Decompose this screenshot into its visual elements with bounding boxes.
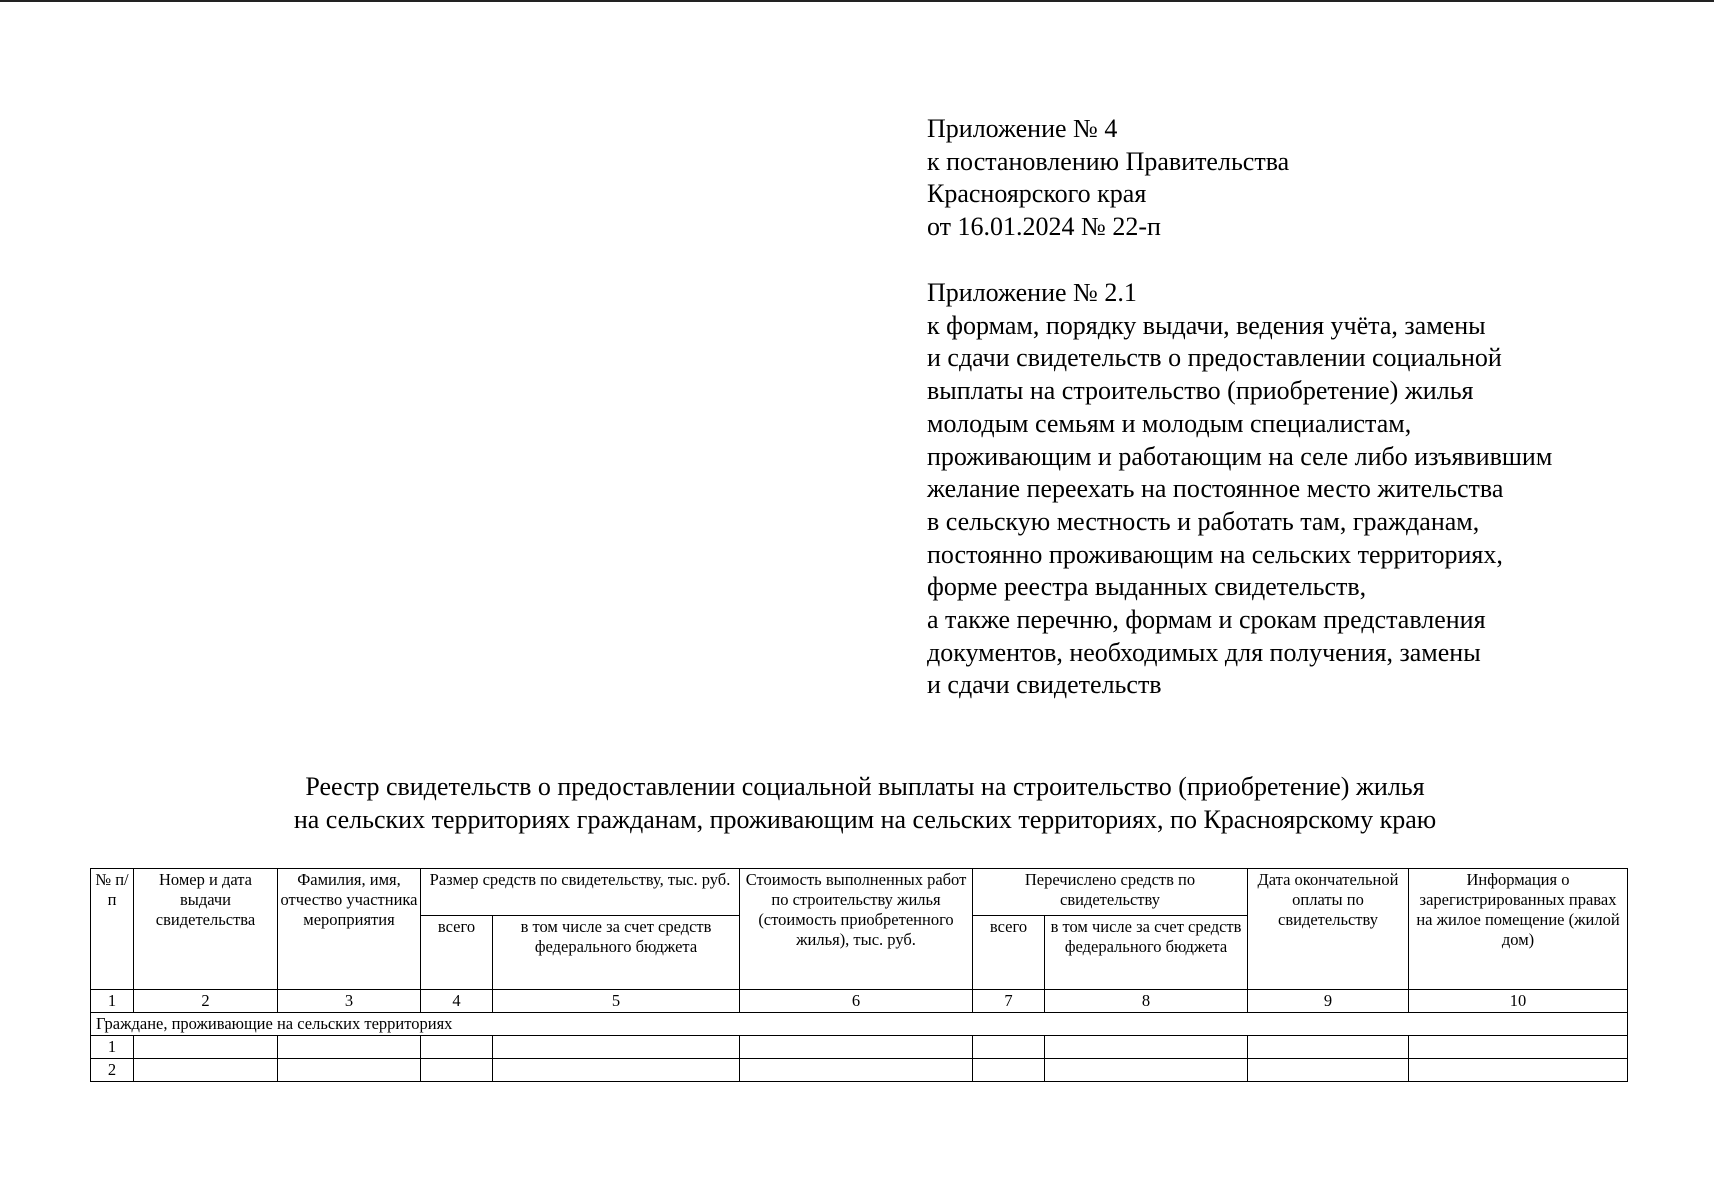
table-cell[interactable]	[493, 1036, 740, 1059]
registry-title	[100, 770, 1630, 836]
column-number: 3	[278, 990, 421, 1013]
header-certificate: Номер и дата выдачи свидетельства	[134, 869, 278, 990]
header-rights-info: Информация о зарегистрированных правах на жилое помещение (жилой дом)	[1409, 869, 1628, 990]
appendix-2-1-line: документов, необходимых для получения, замены	[927, 637, 1481, 667]
row-number: 2	[91, 1059, 134, 1082]
table-cell[interactable]	[278, 1036, 421, 1059]
appendix-2-1-line: и сдачи свидетельств	[927, 670, 1162, 700]
header-participant-name: Фамилия, имя, отчество участника мероприятия	[278, 869, 421, 990]
table-cell[interactable]	[973, 1059, 1045, 1082]
column-number: 2	[134, 990, 278, 1013]
section-label: Граждане, проживающие на сельских территориях	[91, 1013, 1628, 1036]
table-cell[interactable]	[134, 1059, 278, 1082]
header-num: № п/п	[91, 869, 134, 990]
table-cell[interactable]	[1248, 1036, 1409, 1059]
table-cell[interactable]	[493, 1059, 740, 1082]
column-numbers-row	[91, 990, 1628, 1013]
appendix-2-1-line: проживающим и работающим на селе либо изъявившим	[927, 441, 1553, 471]
appendix-4-header	[927, 113, 1687, 244]
appendix-2-1-line: постоянно проживающим на сельских территориях,	[927, 539, 1503, 569]
section-row	[91, 1013, 1628, 1036]
table-cell[interactable]	[973, 1036, 1045, 1059]
column-number: 7	[973, 990, 1045, 1013]
header-transferred-federal: в том числе за счет средств федерального бюджета	[1045, 916, 1248, 990]
appendix-4-line: Приложение № 4	[927, 114, 1118, 143]
table-row	[91, 1059, 1628, 1082]
header-amount: Размер средств по свидетельству, тыс. руб.	[421, 869, 740, 916]
table-cell[interactable]	[1045, 1036, 1248, 1059]
appendix-2-1-line: и сдачи свидетельств о предоставлении социальной	[927, 343, 1502, 373]
table-cell[interactable]	[1409, 1036, 1628, 1059]
column-number: 8	[1045, 990, 1248, 1013]
column-number: 5	[493, 990, 740, 1013]
header-transferred: Перечислено средств по свидетельству	[973, 869, 1248, 916]
appendix-2-1-line: форме реестра выданных свидетельств,	[927, 572, 1367, 602]
header-cost: Стоимость выполненных работ по строительству жилья (стоимость приобретенного жилья), тыс. руб.	[740, 869, 973, 990]
table-cell[interactable]	[134, 1036, 278, 1059]
table-cell[interactable]	[278, 1059, 421, 1082]
header-transferred-total: всего	[973, 916, 1045, 990]
column-number: 6	[740, 990, 973, 1013]
table-cell[interactable]	[740, 1059, 973, 1082]
top-border-line	[0, 0, 1714, 2]
appendix-2-1-line: в сельскую местность и работать там, гражданам,	[927, 506, 1480, 536]
column-number: 1	[91, 990, 134, 1013]
appendix-4-line: от 16.01.2024 № 22-п	[927, 212, 1161, 242]
table-cell[interactable]	[421, 1059, 493, 1082]
appendix-4-line: Красноярского края	[927, 179, 1147, 209]
appendix-2-1-line: молодым семьям и молодым специалистам,	[927, 408, 1412, 438]
header-amount-total: всего	[421, 916, 493, 990]
column-number: 10	[1409, 990, 1628, 1013]
registry-title-line: Реестр свидетельств о предоставлении социальной выплаты на строительство (приобретение) жилья	[305, 772, 1425, 801]
table-cell[interactable]	[421, 1036, 493, 1059]
table-cell[interactable]	[1409, 1059, 1628, 1082]
column-number: 9	[1248, 990, 1409, 1013]
appendix-2-1-line: к формам, порядку выдачи, ведения учёта, замены	[927, 310, 1486, 340]
table-row	[91, 1036, 1628, 1059]
table-cell[interactable]	[740, 1036, 973, 1059]
header-amount-federal: в том числе за счет средств федерального бюджета	[493, 916, 740, 990]
registry-title-line: на сельских территориях гражданам, проживающим на сельских территориях, по Красноярскому краю	[293, 805, 1437, 834]
appendix-2-1-line: Приложение № 2.1	[927, 278, 1137, 307]
appendix-2-1-line: а также перечню, формам и срокам представления	[927, 605, 1486, 635]
registry-table	[90, 868, 1628, 1082]
row-number: 1	[91, 1036, 134, 1059]
appendix-2-1-header	[927, 277, 1687, 702]
column-number: 4	[421, 990, 493, 1013]
appendix-2-1-line: выплаты на строительство (приобретение) жилья	[927, 376, 1474, 406]
header-final-payment-date: Дата окончательной оплаты по свидетельству	[1248, 869, 1409, 990]
appendix-4-line: к постановлению Правительства	[927, 146, 1290, 176]
table-cell[interactable]	[1248, 1059, 1409, 1082]
appendix-2-1-line: желание переехать на постоянное место жительства	[927, 474, 1504, 504]
table-cell[interactable]	[1045, 1059, 1248, 1082]
